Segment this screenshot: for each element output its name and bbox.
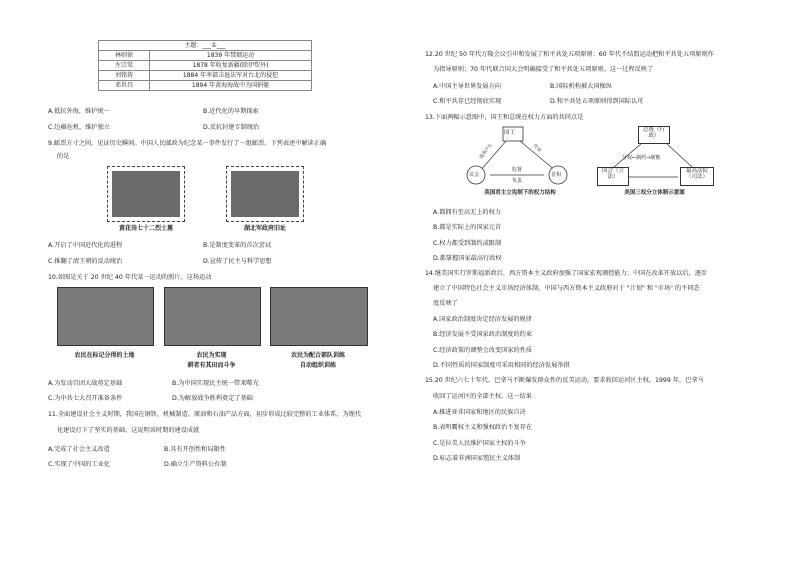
photo-caption-3-line1: 农民为配合部队训练: [290, 352, 345, 359]
q8-option-d[interactable]: D.反抗封建专制统治: [203, 124, 260, 131]
q13-stem: 13.下面两幅示意图中，国王和总统在权力方面的共同点是: [425, 114, 584, 121]
uk-node-parliament: 议会: [469, 172, 480, 178]
stamp-image-1: [107, 166, 185, 222]
q8-option-b[interactable]: B.近代化的早期探索: [203, 108, 259, 115]
q9-option-a[interactable]: A.开启了中国近代化的进程: [48, 242, 123, 249]
uk-edge-responsible: 负责: [512, 178, 523, 184]
stamp-caption-2: 湖北军政府旧址: [243, 225, 286, 232]
photo-caption-2-line2: 耕者有其田而斗争: [187, 362, 236, 369]
q12-option-a[interactable]: A.中国主导世界发展方向: [433, 83, 501, 90]
q15-option-d[interactable]: D.标志着非洲国家殖民主义体制: [433, 455, 521, 462]
q10-option-b[interactable]: B.为中国实现民主统一带来曙光: [172, 380, 259, 387]
uk-node-pm: 首相: [551, 172, 562, 178]
stamp-caption-1: 黄花岗七十二烈士墓: [118, 225, 173, 232]
us-node-president: 总统（行政）: [638, 126, 670, 144]
photo-1: [57, 287, 154, 346]
q8-option-a[interactable]: A.抵抗外侮，维护统一: [48, 108, 110, 115]
q9-stem-line2: 的是: [57, 153, 70, 160]
q14-option-a[interactable]: A.国家政治制度决定经济发展的规律: [433, 316, 532, 323]
q15-stem-line1: 15.20 世纪六七十年代，巴拿马不断爆发群众性的反美运动，要求收回运河区主权。1999 年，巴拿马: [425, 377, 704, 384]
uk-edge-elect: 选举产生: [479, 143, 495, 161]
q8-name: 林则徐: [99, 51, 150, 61]
q8-event: 1894 年黄海海战中为国捐躯: [150, 81, 312, 91]
q15-option-c[interactable]: C.是拉美人民维护国家主权的斗争: [433, 440, 526, 447]
uk-diagram-caption: 英国君主立宪制下的权力结构: [484, 190, 556, 196]
q11-stem-line1: 11.全面建设社会主义时期，我国在钢铁、机械制造、原油和石油产品方面，初步形成比较完整的工业体系，为现代: [48, 411, 362, 418]
uk-node-king: 国王: [504, 130, 516, 136]
q11-option-a[interactable]: A.完成了社会主义改造: [48, 446, 110, 453]
q11-stem-line2: 化建设打下了坚实的基础。这说明该时期的建设成就: [57, 427, 200, 434]
photo-caption-3-line2: 自动组织训练: [299, 362, 336, 369]
uk-edge-appoint: 任命: [531, 143, 542, 154]
q8-table-header: 主题：___①___: [99, 41, 312, 51]
q12-stem-line2: 为指导原则；70 年代联合国大会明确接受了和平共处五项原则。这一过程反映了: [433, 66, 654, 73]
photo-caption-1: 农民在标记分得的土地: [74, 352, 135, 359]
q13-option-c[interactable]: C.权力都受到制约或限制: [433, 240, 502, 247]
photo-3: [270, 287, 368, 346]
q13-option-d[interactable]: D.都掌握国家最高行政权: [433, 255, 502, 262]
q13-option-a[interactable]: A.都拥有至高无上的权力: [433, 209, 501, 216]
q14-stem-line1: 14.继美国实行罗斯福新政后，西方资本主义政府加强了国家宏观调控能力；中国在改革开放以后，逐步: [425, 270, 708, 277]
q8-event: 1839 年禁烟运动: [150, 51, 312, 61]
q15-stem-line2: 收回了运河区的全部主权。这一结果: [433, 393, 532, 400]
us-node-court: 最高法院（司法）: [680, 167, 714, 186]
photo-caption-2-line1: 农民为实现: [196, 352, 227, 359]
q14-option-b[interactable]: B.经济发展不受国家政治制度的约束: [433, 331, 533, 338]
q9-option-c[interactable]: C.推翻了清王朝的反动统治: [48, 258, 123, 265]
q12-option-d[interactable]: D.和平共处五项原则得到国际认可: [550, 98, 644, 105]
q8-name: 刘铭传: [99, 71, 150, 81]
q8-event: 1878 年收复新疆(除伊犁外): [150, 61, 312, 71]
q8-name: 左宗棠: [99, 61, 150, 71]
q14-stem-line3: 度反映了: [433, 300, 458, 307]
q10-stem: 10.如图是关于 20 世纪 40 年代某一运动的照片。这场运动: [48, 274, 212, 281]
q9-option-b[interactable]: B.是制度变革的首次尝试: [203, 242, 272, 249]
q12-stem-line1: 12.20 世纪 50 年代万隆会议引申和发展了和平共处五项原则；60 年代不结盟运动把和平共处五项原则作: [425, 51, 714, 58]
q11-option-b[interactable]: B.具有开创性和局限性: [164, 446, 226, 453]
q12-option-c[interactable]: C.和平共存已经彻底实现: [433, 98, 502, 105]
q14-option-d[interactable]: D.不同性质的国家制度可采用相同的经济发展举措: [433, 362, 570, 369]
us-middle-label: 分权←制约→制衡: [622, 155, 661, 161]
q8-event: 1884 年率部击退法军对台北的侵犯: [150, 71, 312, 81]
q14-stem-line2: 建立了中国特色社会主义市场经济体制。中国与西方资本主义政府对于 "计划" 和 "市场" 的不同态: [433, 285, 700, 292]
us-node-congress: 国会（立法）: [597, 167, 629, 186]
q13-option-b[interactable]: B.都是实际上的国家元首: [433, 224, 502, 231]
photo-2: [164, 287, 261, 346]
q10-option-c[interactable]: C.为中共七大召开准备条件: [48, 395, 123, 402]
q10-option-a[interactable]: A.为发动百团大战奠定基础: [48, 380, 123, 387]
stamp-image-2: [226, 166, 304, 222]
q9-option-d[interactable]: D.宣传了民主与科学思想: [203, 258, 272, 265]
q8-option-c[interactable]: C.边疆危机，维护独立: [48, 124, 110, 131]
q8-name: 邓世昌: [99, 81, 150, 91]
q9-stem-line1: 9.邮票方寸之间，见证历史瞬间。中国人民邮政为纪念某一事件发行了一组邮票。下列表述中解读正确: [48, 140, 327, 147]
uk-edge-supervise: 监督: [512, 167, 523, 173]
q14-option-c[interactable]: C.经济政策的调整会改变国家的性质: [433, 347, 533, 354]
q11-option-c[interactable]: C.实现了中国的工业化: [48, 461, 110, 468]
q15-option-a[interactable]: A.推进亚非国家和地区的民族自决: [433, 409, 526, 416]
q15-option-b[interactable]: B.表明霸权主义和强权政治不复存在: [433, 424, 533, 431]
q12-option-b[interactable]: B.国际机构被大国操纵: [550, 83, 612, 90]
us-diagram-caption: 美国三权分立体制示意图: [624, 190, 685, 196]
q11-option-d[interactable]: D.确立生产资料公有制: [164, 461, 227, 468]
q10-option-d[interactable]: D.为解放战争胜利奠定了基础: [172, 395, 253, 402]
q8-table: [98, 40, 312, 91]
